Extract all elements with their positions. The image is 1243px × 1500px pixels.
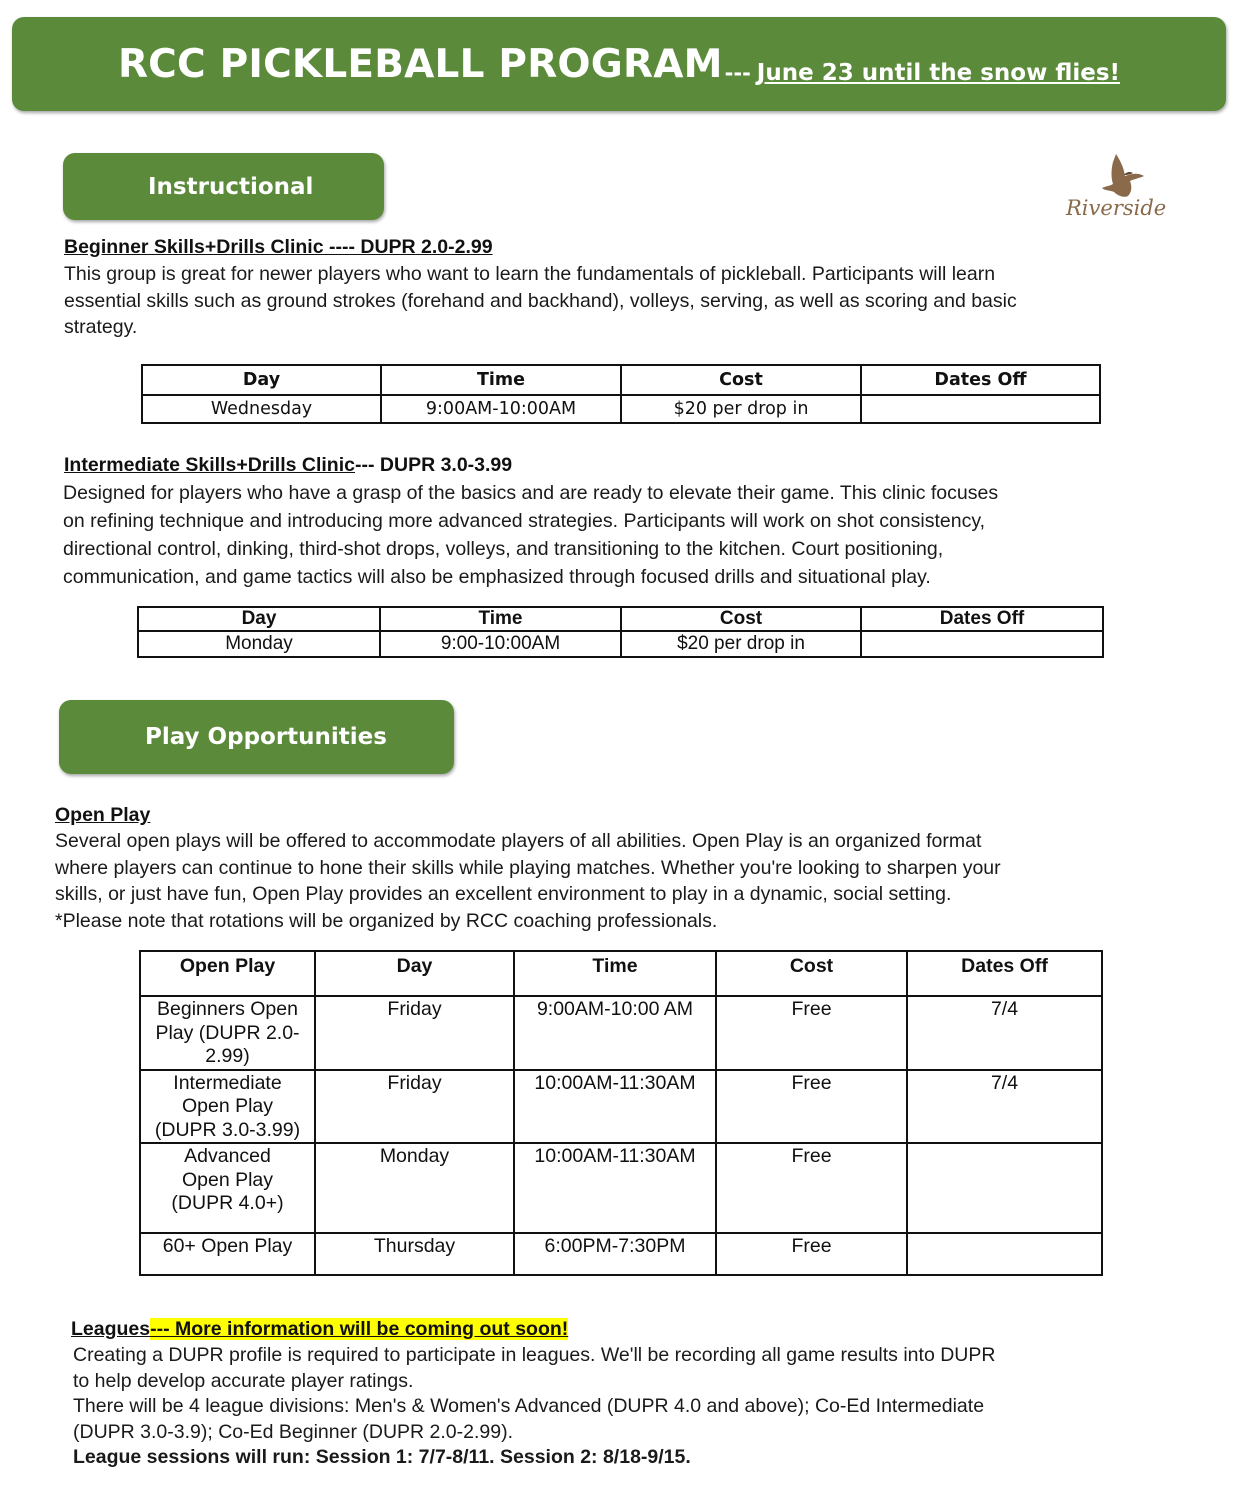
leagues-description: Creating a DUPR profile is required to participate in leagues. We'll be recording all game results into DUPR to help develop accurate player ratings. There will be 4 league divisions: Men's & Women's Advanced (DUPR 4.0 and above); Co-Ed Intermediate (DUPR 3.0-3.9); Co-Ed Beginner (DUPR 2.0-2.99). League sessions will run: Session 1: 7/7-8/11. Session 2: 8/18-9/15. (73, 1343, 1213, 1471)
table-header: Open Play (140, 951, 315, 996)
table-row: Wednesday 9:00AM-10:00AM $20 per drop in (142, 395, 1100, 423)
table-row: Advanced Open Play (DUPR 4.0+) Monday 10:00AM-11:30AM Free (140, 1143, 1102, 1233)
open-play-description: Several open plays will be offered to accommodate players of all abilities. Open Play is an organized format where players can continue to hone their skills while playing matches. Whether you're looking to sharpen your skills, or just have fun, Open Play provides an excellent environment to play in a dynamic, social setting. *Please note that rotations will be organized by RCC coaching professionals. (55, 830, 1001, 932)
table-header: Time (380, 607, 621, 631)
table-header: Dates Off (907, 951, 1102, 996)
section-label-text: Instructional (148, 173, 314, 200)
intermediate-clinic-heading: Intermediate Skills+Drills Clinic--- DUPR 3.0-3.99 (64, 454, 513, 476)
table-header: Dates Off (861, 607, 1103, 631)
table-header: Cost (621, 365, 861, 395)
table-row: Monday 9:00-10:00AM $20 per drop in (138, 631, 1103, 657)
logo-wordmark: Riverside (1066, 196, 1167, 220)
intermediate-schedule-table (137, 606, 1104, 658)
table-row: Intermediate Open Play (DUPR 3.0-3.99) Friday 10:00AM-11:30AM Free 7/4 (140, 1070, 1102, 1144)
beginner-clinic-description: This group is great for newer players who want to learn the fundamentals of pickleball. Participants will learn essential skills such as ground strokes (forehand and backhand), volleys, serving, as well as scoring and basic strategy. (64, 263, 1017, 338)
table-row: 60+ Open Play Thursday 6:00PM-7:30PM Free (140, 1233, 1102, 1275)
beginner-schedule-table (141, 364, 1101, 424)
table-header: Time (381, 365, 621, 395)
table-header: Dates Off (861, 365, 1100, 395)
intermediate-clinic-description: Designed for players who have a grasp of the basics and are ready to elevate their game. This clinic focuses on refining technique and introducing more advanced strategies. Participants will work on shot consistency, directional control, dinking, third-shot drops, volleys, and transitioning to the kitchen. Court positioning, communication, and game tactics will also be emphasized through focused drills and situational play. (63, 482, 999, 588)
leagues-heading: Leagues--- More information will be coming out soon! (71, 1318, 569, 1340)
section-label-play-opportunities (59, 700, 454, 774)
table-header: Day (315, 951, 514, 996)
page-subtitle: June 23 until the snow flies! (756, 60, 1121, 86)
open-play-table (139, 950, 1103, 1276)
page-title: RCC PICKLEBALL PROGRAM (117, 41, 723, 87)
section-label-instructional (63, 153, 384, 220)
riverside-logo (1058, 148, 1180, 244)
table-header: Cost (621, 607, 861, 631)
table-header: Time (514, 951, 716, 996)
table-header: Day (142, 365, 381, 395)
table-row: Beginners Open Play (DUPR 2.0- 2.99) Friday 9:00AM-10:00 AM Free 7/4 (140, 996, 1102, 1070)
leagues-announcement: --- More information will be coming out soon! (150, 1318, 569, 1340)
beginner-clinic-heading: Beginner Skills+Drills Clinic ---- DUPR 2.0-2.99 (64, 236, 493, 258)
league-sessions: League sessions will run: Session 1: 7/7-8/11. Session 2: 8/18-9/15. (73, 1446, 691, 1468)
table-header: Day (138, 607, 380, 631)
title-separator: --- (724, 61, 751, 85)
title-banner (12, 17, 1226, 111)
open-play-heading: Open Play (55, 804, 151, 826)
table-header: Cost (716, 951, 907, 996)
section-label-text: Play Opportunities (145, 724, 387, 750)
